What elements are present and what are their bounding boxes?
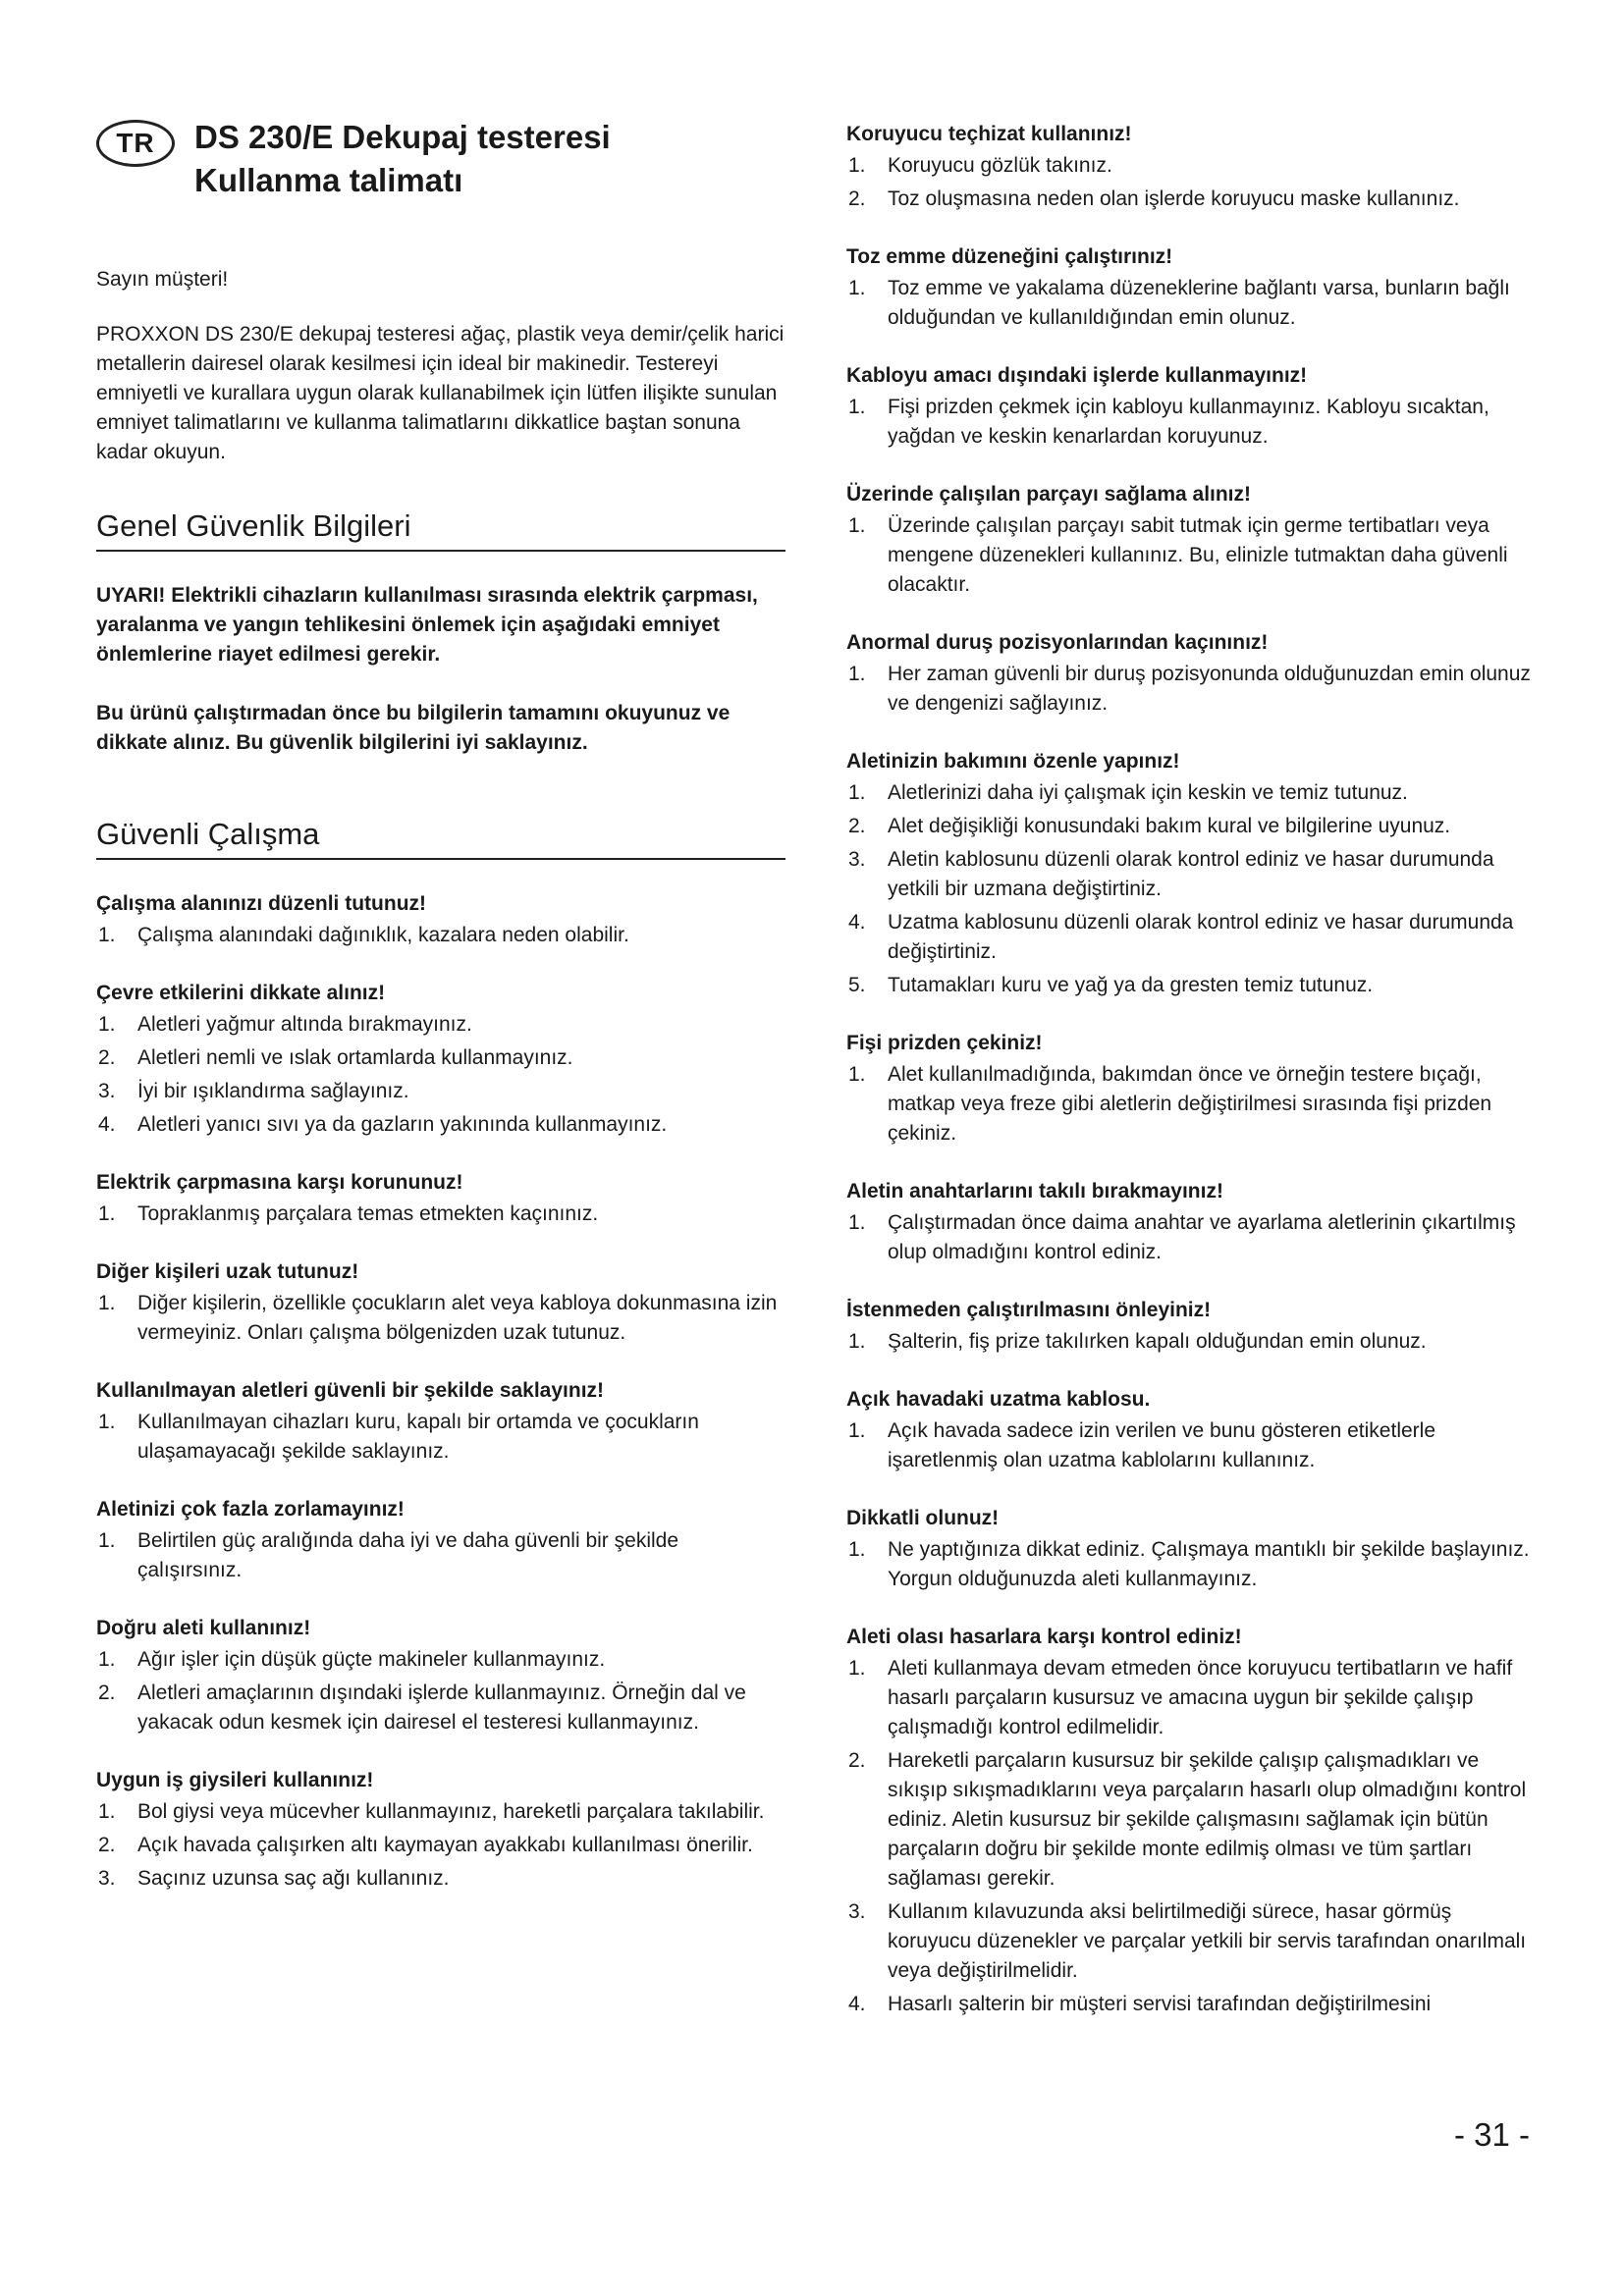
list-item-number: 1. (98, 924, 116, 946)
instruction-block (846, 242, 1534, 333)
instruction-block (846, 1296, 1534, 1357)
instruction-heading: Çevre etkilerini dikkate alınız! (96, 982, 386, 1004)
list-item-text: Uzatma kablosunu düzenli olarak kontrol ediniz ve hasar durumunda değiştirtiniz. (888, 911, 1514, 963)
list-item-number: 1. (848, 781, 866, 804)
list-item-number: 2. (98, 1834, 116, 1856)
list-item-number: 1. (98, 1202, 116, 1225)
list-item-number: 1. (98, 1013, 116, 1036)
right-instruction-list (846, 120, 1534, 2019)
instruction-steps (96, 1797, 785, 1894)
instruction-block (846, 628, 1534, 719)
list-item-text: Belirtilen güç aralığında daha iyi ve daha güvenli bir şekilde çalışırsınız. (137, 1529, 679, 1581)
list-item-number: 2. (848, 187, 866, 210)
instruction-heading: Aletin anahtarlarını takılı bırakmayınız! (846, 1180, 1223, 1202)
list-item-text: Toz oluşmasına neden olan işlerde koruyucu maske kullanınız. (888, 187, 1460, 210)
instruction-block (846, 120, 1534, 214)
instruction-block (846, 1029, 1534, 1148)
greeting: Sayın müşteri! (96, 268, 229, 291)
right-column (846, 120, 1534, 2048)
list-item-text: Aletleri amaçlarının dışındaki işlerde kullanmayınız. Örneğin dal ve yakacak odun kesmek için dairesel el testeresi kullanmayınız. (137, 1682, 746, 1734)
instruction-steps (96, 1408, 785, 1467)
read-instructions-paragraph: Bu ürünü çalıştırmadan önce bu bilgilerin tamamını okuyunuz ve dikkate alınız. Bu güvenlik bilgilerini iyi saklayınız. (96, 702, 731, 754)
list-item-text: Çalışma alanındaki dağınıklık, kazalara neden olabilir. (137, 924, 629, 946)
left-instruction-list (96, 889, 785, 1894)
instruction-heading: Uygun iş giysileri kullanınız! (96, 1769, 374, 1791)
instruction-block (96, 1614, 785, 1737)
list-item-number: 1. (848, 663, 866, 685)
list-item-number: 1. (98, 1411, 116, 1433)
list-item-text: Şalterin, fiş prize takılırken kapalı olduğundan emin olunuz. (888, 1330, 1427, 1353)
instruction-steps (846, 511, 1534, 600)
list-item-number: 1. (848, 1330, 866, 1353)
list-item-text: İyi bir ışıklandırma sağlayınız. (137, 1080, 409, 1102)
list-item-number: 1. (848, 1538, 866, 1561)
list-item (846, 151, 1534, 181)
list-item-number: 1. (848, 1211, 866, 1234)
list-item-number: 1. (848, 154, 866, 177)
list-item (846, 908, 1534, 967)
list-item-number: 4. (98, 1113, 116, 1136)
list-item-text: Aletleri nemli ve ıslak ortamlarda kullanmayınız. (137, 1046, 573, 1069)
list-item (96, 1797, 785, 1827)
list-item-number: 3. (848, 1900, 866, 1923)
instruction-steps (846, 393, 1534, 452)
instruction-block (846, 1177, 1534, 1267)
section-heading-general-safety: Genel Güvenlik Bilgileri (96, 507, 785, 552)
list-item (846, 1746, 1534, 1894)
left-column (96, 116, 785, 1922)
list-item-number: 1. (848, 396, 866, 418)
instruction-heading: Açık havadaki uzatma kablosu. (846, 1388, 1151, 1411)
instruction-heading: Kabloyu amacı dışındaki işlerde kullanmayınız! (846, 364, 1308, 387)
instruction-block (846, 1504, 1534, 1594)
list-item-text: Aletleri yanıcı sıvı ya da gazların yakınında kullanmayınız. (137, 1113, 668, 1136)
list-item-number: 3. (98, 1867, 116, 1890)
list-item-text: Tutamakları kuru ve yağ ya da gresten temiz tutunuz. (888, 974, 1374, 996)
instruction-steps (96, 1200, 785, 1229)
instruction-heading: Aleti olası hasarlara karşı kontrol ediniz! (846, 1626, 1242, 1648)
instruction-block (846, 1623, 1534, 2019)
list-item-text: Aletleri yağmur altında bırakmayınız. (137, 1013, 472, 1036)
list-item-number: 1. (848, 514, 866, 537)
instruction-block (96, 1495, 785, 1585)
list-item (846, 1060, 1534, 1148)
list-item (96, 1526, 785, 1585)
instruction-block (846, 1385, 1534, 1475)
warning-paragraph: UYARI! Elektrikli cihazların kullanılması sırasında elektrik çarpması, yaralanma ve yangın tehlikesini önlemek için aşağıdaki emniyet önlemlerine riayet edilmesi gerekir. (96, 584, 758, 666)
list-item (96, 1864, 785, 1894)
instruction-steps (96, 921, 785, 950)
list-item-number: 1. (848, 1419, 866, 1442)
list-item-number: 2. (848, 1749, 866, 1772)
instruction-steps (96, 1289, 785, 1348)
instruction-block (96, 889, 785, 950)
list-item (96, 1077, 785, 1106)
document-title: DS 230/E Dekupaj testeresi (194, 119, 611, 155)
list-item-number: 2. (848, 815, 866, 837)
instruction-block (846, 361, 1534, 452)
instruction-heading: Diğer kişileri uzak tutunuz! (96, 1260, 359, 1283)
instruction-block (96, 1376, 785, 1467)
instruction-block (96, 1257, 785, 1348)
instruction-heading: Aletinizin bakımını özenle yapınız! (846, 750, 1180, 773)
instruction-heading: Doğru aleti kullanınız! (96, 1617, 311, 1639)
list-item-number: 1. (98, 1800, 116, 1823)
list-item (846, 845, 1534, 904)
list-item-number: 2. (98, 1046, 116, 1069)
list-item-text: Her zaman güvenli bir duruş pozisyonunda olduğunuzdan emin olunuz ve dengenizi sağlayınız. (888, 663, 1531, 715)
instruction-block (846, 747, 1534, 1000)
list-item-text: Ne yaptığınıza dikkat ediniz. Çalışmaya mantıklı bir şekilde başlayınız. Yorgun olduğunuzda aleti kullanmayınız. (888, 1538, 1530, 1590)
list-item-text: Aleti kullanmaya devam etmeden önce koruyucu tertibatların ve hafif hasarlı parçaların kusursuz ve amacına uygun bir şekilde çalışıp çalışmadığı kontrol edilmelidir. (888, 1657, 1513, 1738)
list-item-number: 4. (848, 911, 866, 934)
instruction-heading: Üzerinde çalışılan parçayı sağlama alınız! (846, 483, 1252, 506)
instruction-steps (846, 1208, 1534, 1267)
language-badge: TR (96, 120, 175, 167)
list-item-text: Ağır işler için düşük güçte makineler kullanmayınız. (137, 1648, 606, 1671)
list-item (96, 1110, 785, 1140)
instruction-steps (96, 1645, 785, 1737)
list-item-text: Hasarlı şalterin bir müşteri servisi tarafından değiştirilmesini (888, 1993, 1432, 2015)
instruction-steps (846, 274, 1534, 333)
list-item (96, 1679, 785, 1737)
document-title-block (96, 116, 785, 226)
list-item (96, 1831, 785, 1860)
list-item-text: Kullanılmayan cihazları kuru, kapalı bir ortamda ve çocukların ulaşamayacağı şekilde saklayınız. (137, 1411, 699, 1463)
list-item (846, 1327, 1534, 1357)
instruction-steps (846, 660, 1534, 719)
list-item-text: Aletlerinizi daha iyi çalışmak için keskin ve temiz tutunuz. (888, 781, 1408, 804)
instruction-block (846, 480, 1534, 600)
list-item-text: Çalıştırmadan önce daima anahtar ve ayarlama aletlerinin çıkartılmış olup olmadığını kontrol ediniz. (888, 1211, 1516, 1263)
instruction-steps (846, 1416, 1534, 1475)
list-item-number: 5. (848, 974, 866, 996)
instruction-heading: Elektrik çarpmasına karşı korununuz! (96, 1171, 463, 1194)
instruction-steps (846, 778, 1534, 1000)
list-item-text: Üzerinde çalışılan parçayı sabit tutmak için germe tertibatları veya mengene düzenekleri kullanınız. Bu, elinizle tutmaktan daha güvenli olacaktır. (888, 514, 1508, 596)
list-item (846, 778, 1534, 808)
instruction-heading: İstenmeden çalıştırılmasını önleyiniz! (846, 1299, 1212, 1321)
list-item-text: Koruyucu gözlük takınız. (888, 154, 1112, 177)
list-item-number: 1. (848, 1063, 866, 1086)
list-item-number: 2. (98, 1682, 116, 1704)
instruction-heading: Kullanılmayan aletleri güvenli bir şekilde saklayınız! (96, 1379, 605, 1402)
list-item-number: 1. (98, 1648, 116, 1671)
list-item-number: 1. (98, 1529, 116, 1552)
list-item (846, 1535, 1534, 1594)
list-item (846, 812, 1534, 841)
list-item (846, 971, 1534, 1000)
intro-paragraph: PROXXON DS 230/E dekupaj testeresi ağaç, plastik veya demir/çelik harici metallerin dairesel olarak kesilmesi için ideal bir makinedir. Testereyi emniyetli ve kurallara uygun olarak kullanabilmek için lütfen ilişikte sunulan emniyet talimatlarını ve kullanma talimatlarını dikkatlice baştan sonuna kadar okuyun. (96, 323, 785, 463)
list-item-number: 1. (848, 1657, 866, 1680)
list-item (96, 1043, 785, 1073)
list-item (96, 1200, 785, 1229)
list-item-text: Aletin kablosunu düzenli olarak kontrol ediniz ve hasar durumunda yetkili bir uzmana değiştirtiniz. (888, 848, 1494, 900)
instruction-heading: Aletinizi çok fazla zorlamayınız! (96, 1498, 405, 1521)
list-item (846, 1897, 1534, 1986)
list-item-text: Alet değişikliği konusundaki bakım kural ve bilgilerine uyunuz. (888, 815, 1451, 837)
instruction-block (96, 979, 785, 1140)
list-item-text: Saçınız uzunsa saç ağı kullanınız. (137, 1867, 450, 1890)
list-item-text: Açık havada çalışırken altı kaymayan ayakkabı kullanılması önerilir. (137, 1834, 753, 1856)
list-item-number: 4. (848, 1993, 866, 2015)
instruction-steps (846, 1060, 1534, 1148)
instruction-heading: Dikkatli olunuz! (846, 1507, 1000, 1529)
instruction-heading: Toz emme düzeneğini çalıştırınız! (846, 245, 1173, 268)
instruction-heading: Çalışma alanınızı düzenli tutunuz! (96, 892, 427, 915)
list-item-text: Diğer kişilerin, özellikle çocukların alet veya kabloya dokunmasına izin vermeyiniz. Onları çalışma bölgenizden uzak tutunuz. (137, 1292, 778, 1344)
list-item (846, 185, 1534, 214)
list-item-text: Toz emme ve yakalama düzeneklerine bağlantı varsa, bunların bağlı olduğundan ve kullanıldığından emin olunuz. (888, 277, 1510, 329)
list-item (96, 921, 785, 950)
list-item (96, 1645, 785, 1675)
instruction-steps (846, 1535, 1534, 1594)
instruction-steps (96, 1526, 785, 1585)
list-item-text: Açık havada sadece izin verilen ve bunu gösteren etiketlerle işaretlenmiş olan uzatma kablolarını kullanınız. (888, 1419, 1435, 1471)
list-item-text: Bol giysi veya mücevher kullanmayınız, hareketli parçalara takılabilir. (137, 1800, 765, 1823)
instruction-steps (846, 1654, 1534, 2019)
list-item (846, 1416, 1534, 1475)
document-subtitle: Kullanma talimatı (194, 162, 463, 198)
list-item (96, 1010, 785, 1040)
list-item-number: 3. (848, 848, 866, 871)
list-item (96, 1289, 785, 1348)
instruction-steps (846, 151, 1534, 214)
list-item-number: 1. (98, 1292, 116, 1314)
instruction-steps (96, 1010, 785, 1140)
list-item-number: 3. (98, 1080, 116, 1102)
list-item (846, 511, 1534, 600)
instruction-heading: Anormal duruş pozisyonlarından kaçınınız! (846, 631, 1269, 654)
list-item (846, 274, 1534, 333)
list-item-text: Hareketli parçaların kusursuz bir şekilde çalışıp çalışmadıkları ve sıkışıp sıkışmadıklarını veya parçaların hasarlı olup olmadığını kontrol ediniz. Aletin kusursuz bir şekilde çalışmasını sağlamak için bütün parçaların doğru bir şekilde monte edilmiş olması ve tüm şartları sağlaması gerekir. (888, 1749, 1527, 1890)
list-item (846, 1990, 1534, 2019)
instruction-heading: Koruyucu teçhizat kullanınız! (846, 123, 1132, 145)
instruction-steps (846, 1327, 1534, 1357)
list-item (846, 1654, 1534, 1742)
list-item (846, 1208, 1534, 1267)
list-item-text: Fişi prizden çekmek için kabloyu kullanmayınız. Kabloyu sıcaktan, yağdan ve keskin kenarlardan koruyunuz. (888, 396, 1489, 448)
list-item-text: Kullanım kılavuzunda aksi belirtilmediği sürece, hasar görmüş koruyucu düzenekler ve parçalar yetkili bir servis tarafından onarılmalı veya değiştirilmelidir. (888, 1900, 1527, 1982)
section-heading-safe-work: Güvenli Çalışma (96, 815, 785, 860)
list-item (846, 393, 1534, 452)
page-number: - 31 - (1453, 2116, 1530, 2153)
instruction-block (96, 1168, 785, 1229)
list-item-text: Topraklanmış parçalara temas etmekten kaçınınız. (137, 1202, 599, 1225)
instruction-heading: Fişi prizden çekiniz! (846, 1032, 1043, 1054)
list-item (96, 1408, 785, 1467)
list-item (846, 660, 1534, 719)
list-item-text: Alet kullanılmadığında, bakımdan önce ve örneğin testere bıçağı, matkap veya freze gibi aletlerin değiştirilmesi sırasında fişi prizden çekiniz. (888, 1063, 1492, 1145)
instruction-block (96, 1766, 785, 1894)
list-item-number: 1. (848, 277, 866, 299)
